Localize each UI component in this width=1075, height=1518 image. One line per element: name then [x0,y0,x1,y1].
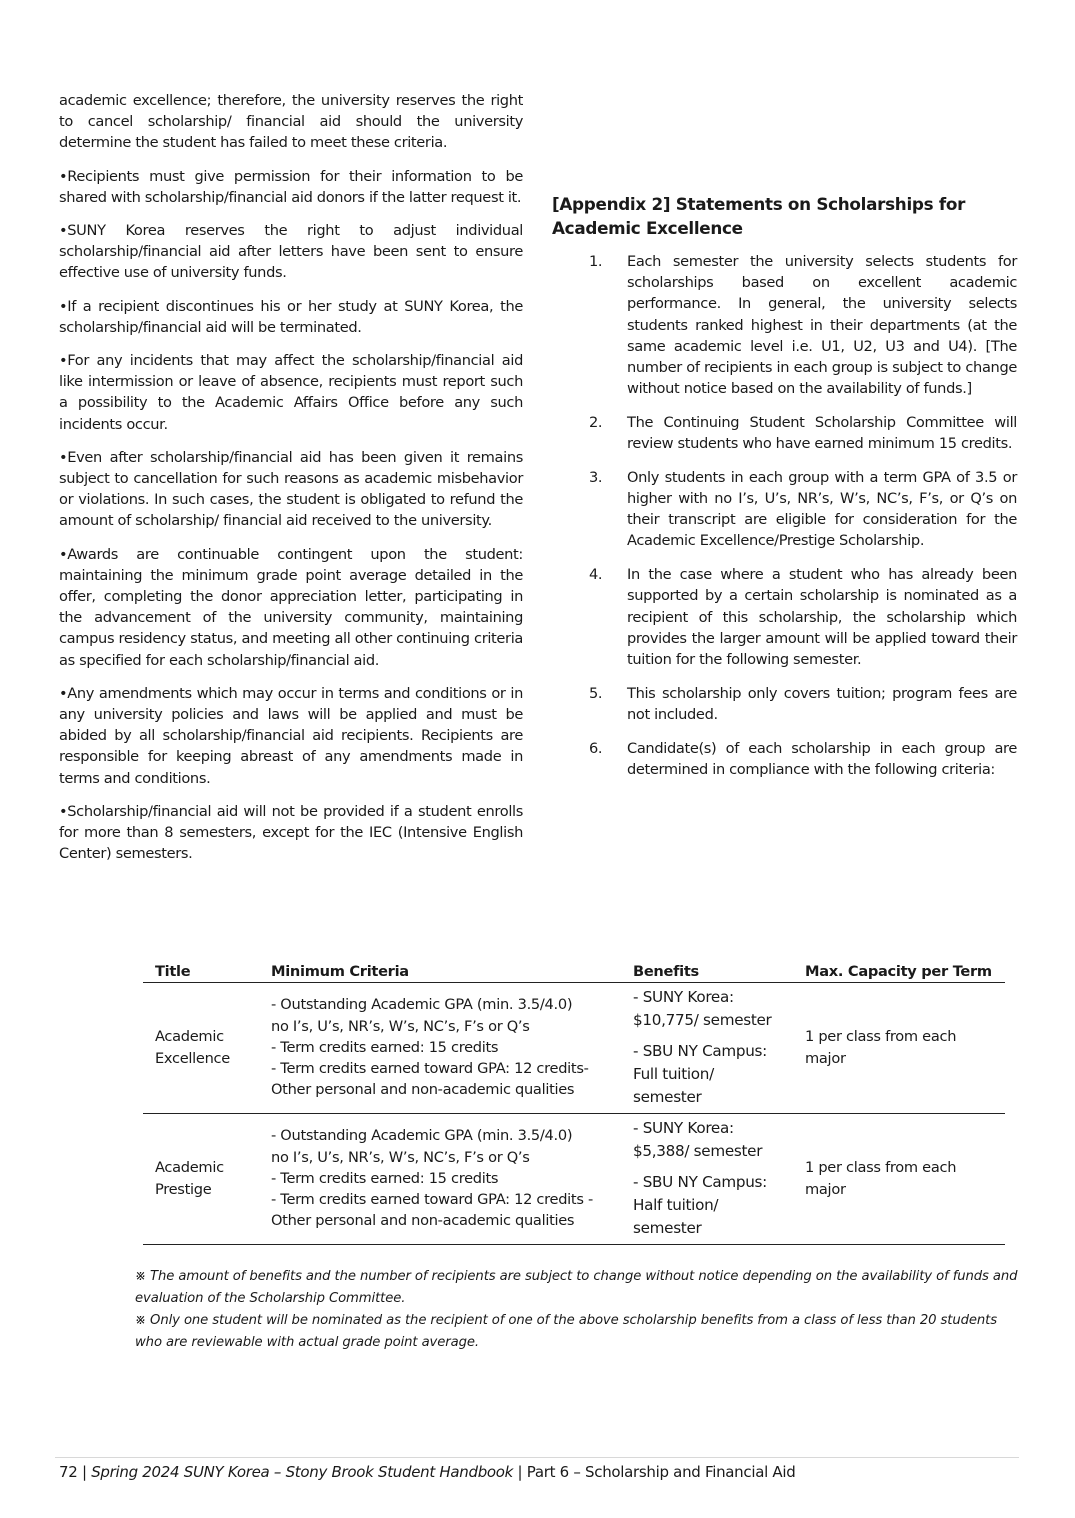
item-number: 2. [589,413,603,431]
table-header-row [143,958,1005,983]
benefit-sbu-ny: - SBU NY Campus: Half tuition/ semester [633,1173,767,1237]
list-item [552,564,1017,670]
header-title: Title [143,958,259,983]
bullet-continuable: •Awards are continuable contingent upon the student: maintaining the minimum grade point average detailed in the offer, completing the donor appreciation letter, participating in the advancement of the university community, maintaining campus residency status, and meeting all other continuing criteria as specified for each scholarship/financial aid. [59,545,523,669]
right-column [552,192,1017,792]
row-benefits [621,1114,793,1245]
criteria-line: - Term credits earned toward GPA: 12 credits- Other personal and non-academic qualities [271,1060,589,1099]
row-criteria [259,983,621,1114]
list-item [552,738,1017,780]
section-title: Part 6 – Scholarship and Financial Aid [526,1463,796,1481]
table-row [143,1114,1005,1245]
appendix-title: [Appendix 2] Statements on Scholarships for Academic Excellence [552,194,966,238]
row-capacity: 1 per class from each major [793,1114,1005,1245]
list-item [552,412,1017,454]
row-criteria [259,1114,621,1245]
row-benefits [621,983,793,1114]
bullet-semester-limit: •Scholarship/financial aid will not be provided if a student enrolls for more than 8 semesters, except for the IEC (Intensive English Center) semesters. [59,802,523,863]
header-benefits: Benefits [621,958,793,983]
item-text: Candidate(s) of each scholarship in each group are determined in compliance with the following criteria: [627,739,1017,778]
item-number: 4. [589,566,603,584]
row-title: Academic Prestige [143,1114,259,1245]
benefit-suny-korea: - SUNY Korea: $5,388/ semester [633,1119,763,1160]
criteria-line: - Outstanding Academic GPA (min. 3.5/4.0) [271,996,573,1014]
item-number: 6. [589,739,603,757]
list-item [552,251,1017,399]
item-number: 1. [589,253,603,270]
appendix-list [552,251,1017,780]
criteria-line: no I’s, U’s, NR’s, W’s, NC’s, F’s or Q’s [271,1148,530,1166]
criteria-line: - Term credits earned: 15 credits [271,1038,499,1056]
note-small-class: ※ Only one student will be nominated as the recipient of one of the above scholarship benefits from a class of less than 20 students who are reviewable with actual grade point average. [135,1313,998,1350]
criteria-line: - Term credits earned: 15 credits [271,1169,499,1187]
item-text: The Continuing Student Scholarship Committee will review students who have earned minimum 15 credits. [627,413,1017,453]
footer-divider [55,1457,1019,1458]
benefit-sbu-ny: - SBU NY Campus: Full tuition/ semester [633,1042,767,1106]
footer-separator: | [513,1463,527,1481]
scholarship-criteria-table [143,958,1005,1245]
item-text: Only students in each group with a term GPA of 3.5 or higher with no I’s, U’s, NR’s, W’s, NC’s, F’s, or Q’s on their transcript are eligible for consideration for the Academic Excellence/Prestige Scholarship. [627,468,1017,550]
left-column [59,90,523,877]
table-row [143,983,1005,1114]
bullet-incidents: •For any incidents that may affect the scholarship/financial aid like intermission or leave of absence, recipients must report such a possibility to the Academic Affairs Office before any such incidents occur. [59,352,523,433]
item-text: Each semester the university selects students for scholarships based on excellent academic performance. In general, the university selects students ranked highest in their departments (at the same academic level i.e. U1, U2, U3 and U4). [The number of recipients in each group is subject to change without notice based on the availability of funds.] [627,253,1017,398]
bullet-permission: •Recipients must give permission for their information to be shared with scholarship/financial aid donors if the latter request it. [59,167,523,206]
header-minimum-criteria: Minimum Criteria [259,958,621,983]
table-notes [135,1266,1020,1354]
bullet-discontinue: •If a recipient discontinues his or her study at SUNY Korea, the scholarship/financial aid will be terminated. [59,297,523,336]
item-text: This scholarship only covers tuition; program fees are not included. [627,684,1017,723]
criteria-line: - Outstanding Academic GPA (min. 3.5/4.0) [271,1127,573,1145]
page-footer [59,1461,795,1483]
paragraph-continuation: academic excellence; therefore, the university reserves the right to cancel scholarship/ financial aid should the university determine the student has failed to meet these criteria. [59,92,523,152]
criteria-line: - Term credits earned toward GPA: 12 credits - Other personal and non-academic qualities [271,1191,593,1230]
item-text: In the case where a student who has already been supported by a certain scholarship is nominated as a recipient of this scholarship, the scholarship which provides the larger amount will be applied toward their tuition for the following semester. [627,566,1017,668]
bullet-cancellation: •Even after scholarship/financial aid has been given it remains subject to cancellation for such reasons as academic misbehavior or violations. In such cases, the student is obligated to refund the amount of scholarship/ financial aid received to the university. [59,448,523,530]
list-item [552,683,1017,725]
row-capacity: 1 per class from each major [793,983,1005,1114]
criteria-line: no I’s, U’s, NR’s, W’s, NC’s, F’s or Q’s [271,1017,530,1035]
benefit-suny-korea: - SUNY Korea: $10,775/ semester [633,988,772,1029]
bullet-amendments: •Any amendments which may occur in terms and conditions or in any university policies and laws will be applied and must be abided by all scholarship/financial aid recipients. Recipients are responsible for keeping abreast of any amendments made in terms and conditions. [59,684,523,787]
item-number: 5. [589,684,603,702]
list-item [552,467,1017,552]
row-title: Academic Excellence [143,983,259,1114]
page-number: 72 [59,1463,78,1481]
item-number: 3. [589,468,603,486]
note-benefits-change: ※ The amount of benefits and the number of recipients are subject to change without notice depending on the availability of funds and evaluation of the Scholarship Committee. [135,1269,1018,1306]
header-max-capacity: Max. Capacity per Term [793,958,1005,983]
bullet-adjust-aid: •SUNY Korea reserves the right to adjust individual scholarship/financial aid after letters have been sent to ensure effective use of university funds. [59,222,523,282]
publication-title: Spring 2024 SUNY Korea – Stony Brook Student Handbook [91,1463,514,1481]
footer-separator: | [77,1463,92,1481]
